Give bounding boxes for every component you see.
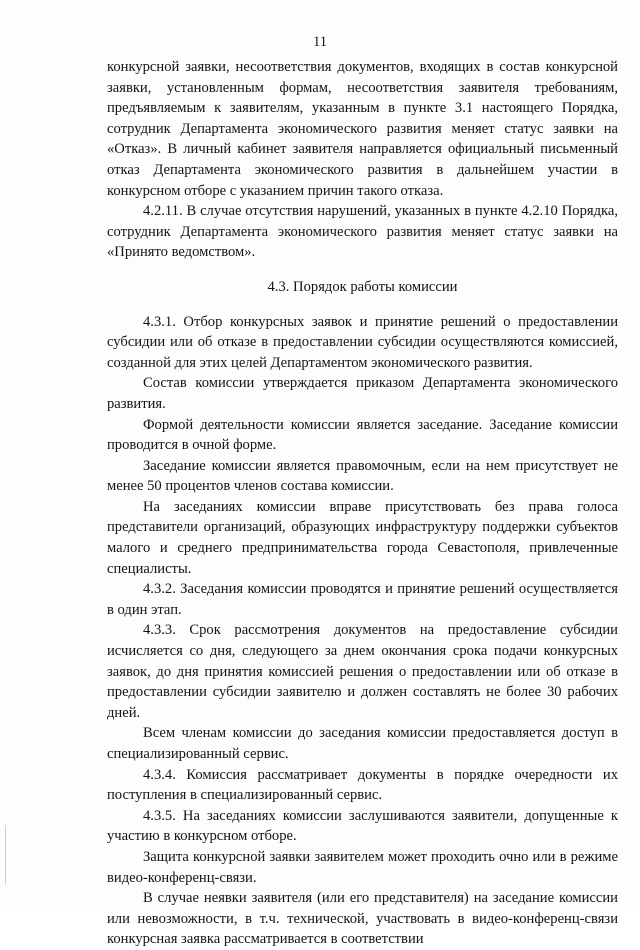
scan-edge-mark (5, 825, 6, 885)
paragraph-observers: На заседаниях комиссии вправе присутствовать без права голоса представители организаций, образующих инфраструктуру поддержки субъектов малого и среднего предпринимательства города Севастополя, привлеченные специалисты. (107, 498, 618, 577)
paragraph-service-access: Всем членам комиссии до заседания комиссии предоставляется доступ в специализированный сервис. (107, 725, 618, 762)
paragraph-quorum: Заседание комиссии является правомочным, если на нем присутствует не менее 50 процентов членов состава комиссии. (107, 457, 618, 495)
paragraph-4-3-5: 4.3.5. На заседаниях комиссии заслушиваются заявители, допущенные к участию в конкурсном отборе. (107, 807, 618, 845)
section-heading: 4.3. Порядок работы комиссии (267, 278, 458, 295)
paragraph-4-3-3: 4.3.3. Срок рассмотрения документов на предоставление субсидии исчисляется со дня, следующего за днем окончания срока подачи конкурсных заявок, до дня принятия комиссией решения о предоставлении или об отказе в предоставлении субсидии заявителю и должен составлять не более 30 рабочих дней. (107, 622, 618, 721)
document-body (107, 57, 618, 950)
paragraph-4-3-2: 4.3.2. Заседания комиссии проводятся и принятие решений осуществляется в один этап. (107, 581, 618, 618)
paragraph-application-defense: Защита конкурсной заявки заявителем может проходить очно или в режиме видео-конференц-связи. (107, 848, 618, 886)
paragraph-4-2-11: 4.2.11. В случае отсутствия нарушений, указанных в пункте 4.2.10 Порядка, сотрудник Департамента экономического развития меняет статус заявки на «Принято ведомством». (107, 203, 618, 261)
page-number: 11 (312, 34, 328, 50)
paragraph-commission-composition: Состав комиссии утверждается приказом Департамента экономического развития. (107, 375, 618, 412)
paragraph-meeting-form: Формой деятельности комиссии является заседание. Заседание комиссии проводится в очной форме. (107, 416, 618, 454)
paragraph-4-3-1: 4.3.1. Отбор конкурсных заявок и принятие решений о предоставлении субсидии или об отказе в предоставлении субсидии осуществляются комиссией, созданной для этих целей Департаментом экономического развития. (107, 313, 618, 371)
paragraph-4-3-4: 4.3.4. Комиссия рассматривает документы в порядке очередности их поступления в специализированный сервис. (107, 766, 618, 804)
paragraph-absence-case: В случае неявки заявителя (или его представителя) на заседание комиссии или невозможности, в т.ч. технической, участвовать в видео-конференц-связи конкурсная заявка рассматривается в соответствии (107, 890, 618, 948)
paragraph-continuation: конкурсной заявки, несоответствия документов, входящих в состав конкурсной заявки, установленным формам, несоответствия заявителя требованиям, предъявляемым к заявителям, указанным в пункте 3.1 настоящего Порядка, сотрудник Департамента экономического развития меняет статус заявки на «Отказ». В личный кабинет заявителя направляется официальный письменный отказ Департамента экономического развития в дальнейшем участии в конкурсном отборе с указанием причин такого отказа. (107, 59, 618, 199)
